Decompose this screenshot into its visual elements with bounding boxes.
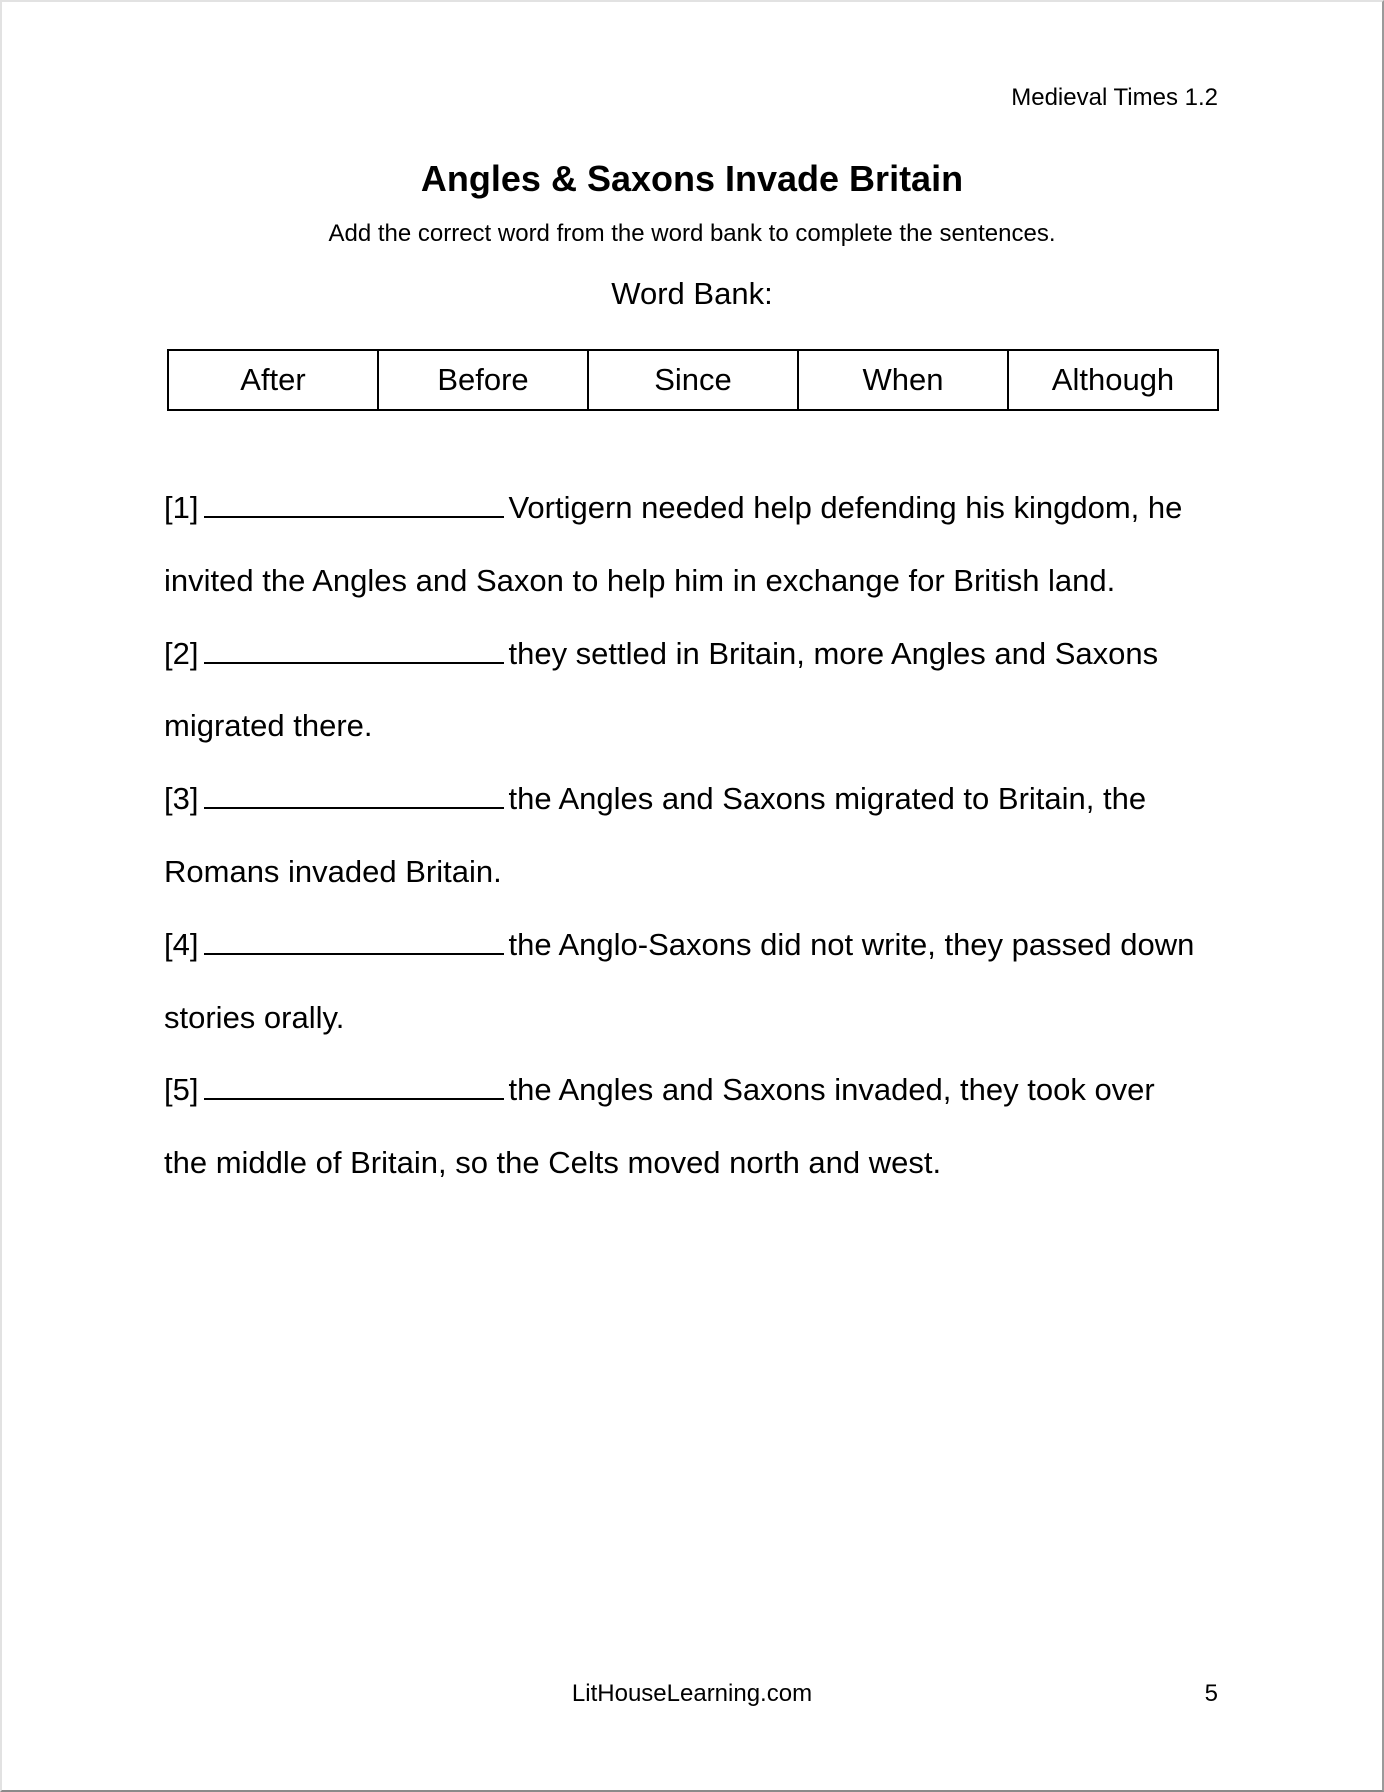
instructions: Add the correct word from the word bank to complete the sentences. bbox=[328, 220, 1056, 247]
sentence-text: they settled in Britain, more Angles and Saxons bbox=[508, 635, 1159, 671]
answer-blank[interactable] bbox=[204, 927, 504, 955]
answer-blank[interactable] bbox=[204, 1072, 504, 1100]
sentence-item bbox=[164, 909, 1234, 1055]
sentence-text: Vortigern needed help defending his kingdom, he bbox=[508, 490, 1183, 525]
sentence-list bbox=[164, 472, 1234, 1200]
word-bank-word: After bbox=[168, 350, 378, 410]
answer-blank[interactable] bbox=[204, 636, 504, 664]
sentence-text-continued: stories orally. bbox=[164, 999, 345, 1035]
sentence-item bbox=[164, 763, 1234, 909]
sentence-text: the Angles and Saxons migrated to Britain, the bbox=[508, 781, 1147, 817]
word-bank-word: When bbox=[798, 350, 1008, 410]
sentence-number: [1] bbox=[164, 490, 199, 525]
page-number: 5 bbox=[1204, 1680, 1218, 1707]
footer-site: LitHouseLearning.com bbox=[571, 1680, 813, 1707]
word-bank-word: Before bbox=[378, 350, 588, 410]
sentence-item bbox=[164, 1054, 1234, 1200]
unit-label: Medieval Times 1.2 bbox=[1011, 84, 1218, 111]
sentence-text-continued: Romans invaded Britain. bbox=[164, 853, 502, 889]
word-bank-label: Word Bank: bbox=[611, 276, 773, 311]
word-bank-word: Although bbox=[1008, 350, 1218, 410]
sentence-text-continued: migrated there. bbox=[164, 708, 373, 744]
sentence-number: [2] bbox=[164, 635, 199, 671]
sentence-text: the Anglo-Saxons did not write, they passed down bbox=[508, 926, 1195, 962]
word-bank-word: Since bbox=[588, 350, 798, 410]
word-bank-table bbox=[167, 349, 1219, 411]
sentence-item bbox=[164, 618, 1234, 764]
answer-blank[interactable] bbox=[204, 490, 504, 518]
sentence-number: [5] bbox=[164, 1072, 199, 1108]
sentence-text-continued: the middle of Britain, so the Celts moved north and west. bbox=[164, 1145, 942, 1181]
page-title: Angles & Saxons Invade Britain bbox=[420, 158, 964, 199]
sentence-text-continued: invited the Angles and Saxon to help him in exchange for British land. bbox=[164, 562, 1116, 598]
answer-blank[interactable] bbox=[204, 781, 504, 809]
sentence-item bbox=[164, 472, 1234, 618]
sentence-number: [3] bbox=[164, 781, 199, 817]
sentence-number: [4] bbox=[164, 926, 199, 962]
sentence-text: the Angles and Saxons invaded, they took over bbox=[508, 1072, 1155, 1108]
